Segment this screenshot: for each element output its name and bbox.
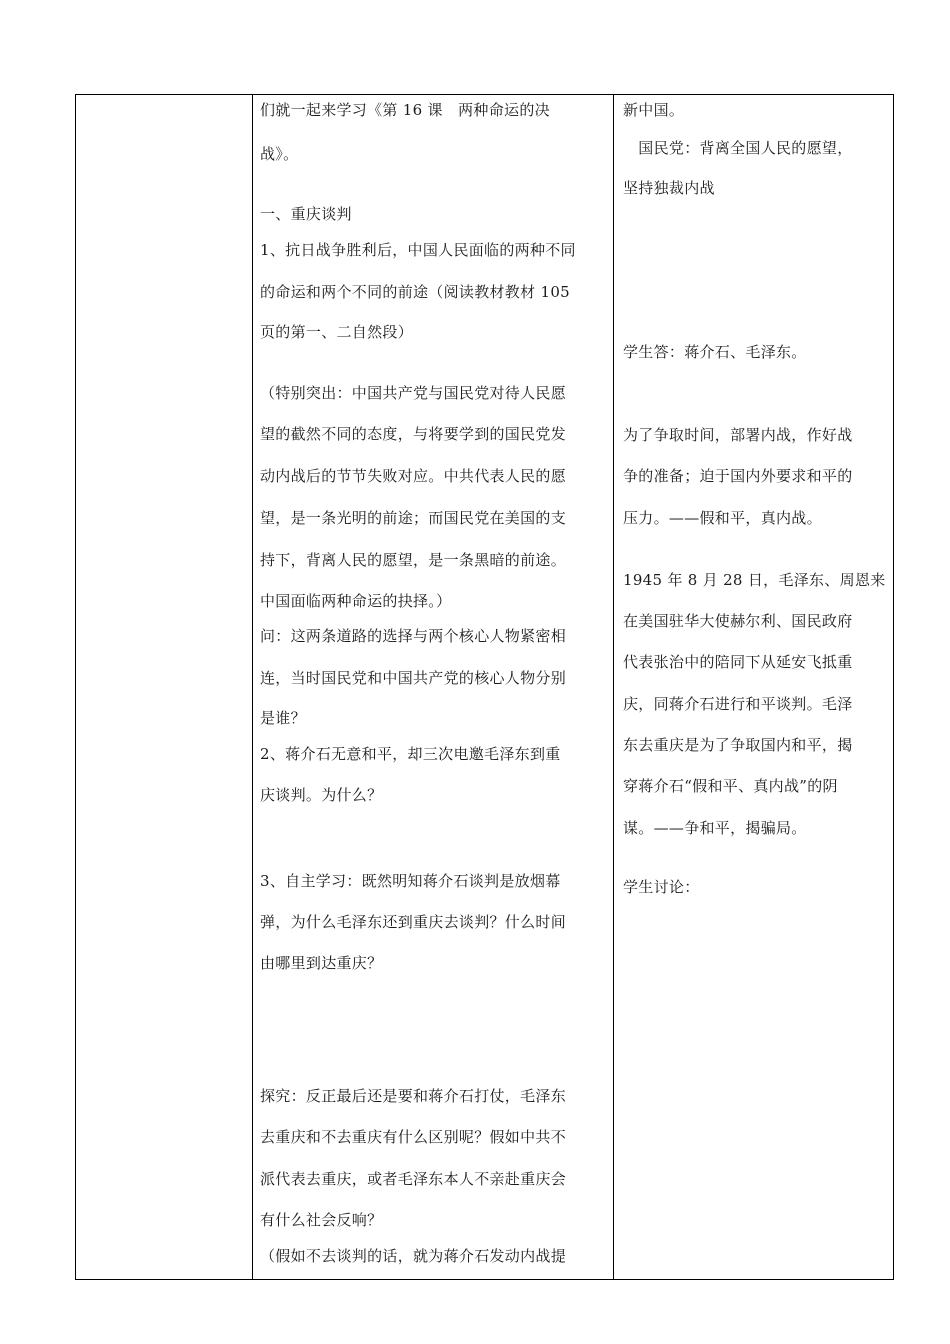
text-line: 中国面临两种命运的抉择。）: [260, 592, 452, 610]
text-line: 派代表去重庆，或者毛泽东本人不亲赴重庆会: [260, 1170, 567, 1188]
text-line: 庆谈判。为什么？: [260, 786, 383, 804]
text-line: 争的准备；迫于国内外要求和平的: [623, 467, 853, 485]
text-line: 3、自主学习：既然明知蒋介石谈判是放烟幕: [260, 872, 561, 890]
text-line: 探究：反正最后还是要和蒋介石打仗，毛泽东: [260, 1087, 567, 1105]
text-line: 东去重庆是为了争取国内和平，揭: [623, 736, 853, 754]
text-line: 国民党：背离全国人民的愿望，: [623, 139, 853, 157]
text-line: 1、抗日战争胜利后，中国人民面临的两种不同: [260, 241, 576, 259]
text-line: 在美国驻华大使赫尔利、国民政府: [623, 612, 853, 630]
text-line: 弹，为什么毛泽东还到重庆去谈判？什么时间: [260, 913, 567, 931]
text-line: 压力。——假和平，真内战。: [623, 509, 822, 527]
text-line: 望，是一条光明的前途；而国民党在美国的支: [260, 509, 567, 527]
text-line: 持下，背离人民的愿望，是一条黑暗的前途。: [260, 551, 567, 569]
text-line: 学生答：蒋介石、毛泽东。: [623, 343, 807, 361]
text-line: （特别突出：中国共产党与国民党对待人民愿: [260, 384, 567, 402]
text-line: 页的第一、二自然段）: [260, 323, 414, 341]
text-line: 坚持独裁内战: [623, 179, 715, 197]
text-line: 代表张治中的陪同下从延安飞抵重: [623, 653, 853, 671]
text-line: 庆，同蒋介石进行和平谈判。毛泽: [623, 695, 853, 713]
section-heading: 一、重庆谈判: [260, 205, 352, 223]
text-line: 1945 年 8 月 28 日，毛泽东、周恩来: [623, 571, 886, 589]
text-line: 问：这两条道路的选择与两个核心人物紧密相: [260, 627, 567, 645]
text-line: （假如不去谈判的话，就为蒋介石发动内战提: [260, 1247, 567, 1265]
text-line: 新中国。: [623, 101, 685, 119]
text-line: 的命运和两个不同的前途（阅读教材教材 105: [260, 283, 571, 301]
text-line: 连，当时国民党和中国共产党的核心人物分别: [260, 669, 567, 687]
column-divider-right: [613, 95, 614, 1279]
text-line: 由哪里到达重庆？: [260, 954, 383, 972]
column-divider-left: [252, 95, 253, 1279]
text-line: 战》。: [260, 145, 299, 163]
text-line: 为了争取时间，部署内战，作好战: [623, 426, 853, 444]
text-line: 是谁？: [260, 709, 306, 727]
text-line: 去重庆和不去重庆有什么区别呢？假如中共不: [260, 1128, 567, 1146]
text-line: 谋。——争和平，揭骗局。: [623, 819, 807, 837]
text-line: 动内战后的节节失败对应。中共代表人民的愿: [260, 467, 567, 485]
text-line: 有什么社会反响？: [260, 1211, 383, 1229]
text-line: 们就一起来学习《第 16 课 两种命运的决: [260, 101, 550, 119]
text-line: 穿蒋介石“假和平、真内战”的阴: [623, 777, 838, 795]
text-line: 望的截然不同的态度，与将要学到的国民党发: [260, 425, 567, 443]
text-line: 学生讨论：: [623, 878, 700, 896]
text-line: 2、蒋介石无意和平，却三次电邀毛泽东到重: [260, 745, 561, 763]
